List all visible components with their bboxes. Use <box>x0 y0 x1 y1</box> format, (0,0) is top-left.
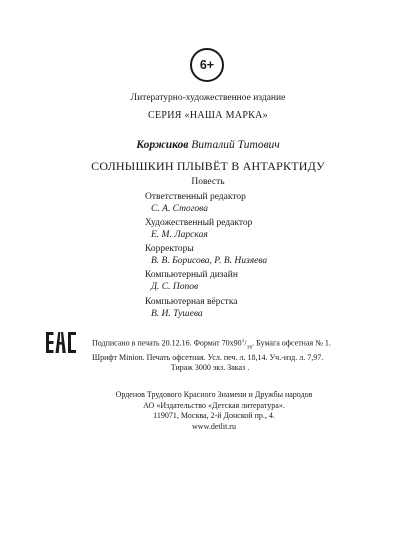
publisher-website: www.detlit.ru <box>192 421 236 431</box>
imprint-line-typeface: Шрифт Minion. Печать офсетная. Усл. печ. л. 18,14. Уч.-изд. л. 7,97. <box>92 352 324 362</box>
imprint-line-format: Подписано в печать 20.12.16. Формат $70х90^1/_{16}$. Бумага офсетная № 1. <box>92 338 331 351</box>
credit-block-design <box>145 269 238 293</box>
book-title: СОЛНЫШКИН ПЛЫВЁТ В АНТАРКТИДУ <box>91 159 325 173</box>
imprint-block <box>92 336 410 374</box>
author-given-names: Виталий Титович <box>191 139 280 151</box>
imprint-format-text: Подписано в печать 20.12.16. Формат 70х90 <box>92 338 242 348</box>
credit-person: Е. М. Ларская <box>151 230 208 240</box>
credit-role: Ответственный редактор <box>145 192 246 202</box>
publisher-block <box>96 390 332 432</box>
credit-role: Компьютерный дизайн <box>145 270 238 280</box>
age-rating-badge <box>190 48 224 82</box>
series-title: СЕРИЯ «НАША МАРКА» <box>148 110 268 121</box>
credit-role: Компьютерная вёрстка <box>145 297 238 307</box>
credit-role: Художественный редактор <box>145 218 253 228</box>
format-fraction-numerator: 1 <box>241 338 245 344</box>
eac-certification-icon <box>46 332 76 353</box>
genre-label: Литературно-художественное издание <box>130 93 286 103</box>
credit-person: В. И. Тушева <box>151 309 203 319</box>
imprint-line-print-run: Тираж 3000 экз. Заказ . <box>170 363 250 373</box>
credit-block-proofreaders <box>145 243 267 267</box>
credit-block-art-editor <box>145 217 252 241</box>
format-fraction-denominator: 16 <box>246 344 253 351</box>
publisher-line-address: 119071, Москва, 2-й Донской пр., 4. <box>153 411 275 420</box>
credit-person: Д. С. Попов <box>151 282 199 292</box>
publisher-line-orders: Орденов Трудового Красного Знамени и Дружбы народов <box>115 390 313 399</box>
author-line <box>0 139 416 151</box>
age-rating-label: 6+ <box>199 58 215 72</box>
credit-person: В. В. Борисова, Р. В. Низяева <box>151 256 268 266</box>
eac-logo-mark <box>46 332 76 353</box>
credit-role: Корректоры <box>145 244 194 254</box>
publisher-line-name: АО «Издательство «Детская литература». <box>143 400 285 410</box>
credit-person: С. А. Стогова <box>151 204 208 214</box>
book-subtitle: Повесть <box>191 177 225 187</box>
author-surname: Коржиков <box>136 139 189 151</box>
credit-block-managing-editor <box>145 191 246 215</box>
imprint-paper-text: . Бумага офсетная № 1. <box>252 338 331 348</box>
credit-block-layout <box>145 296 238 320</box>
